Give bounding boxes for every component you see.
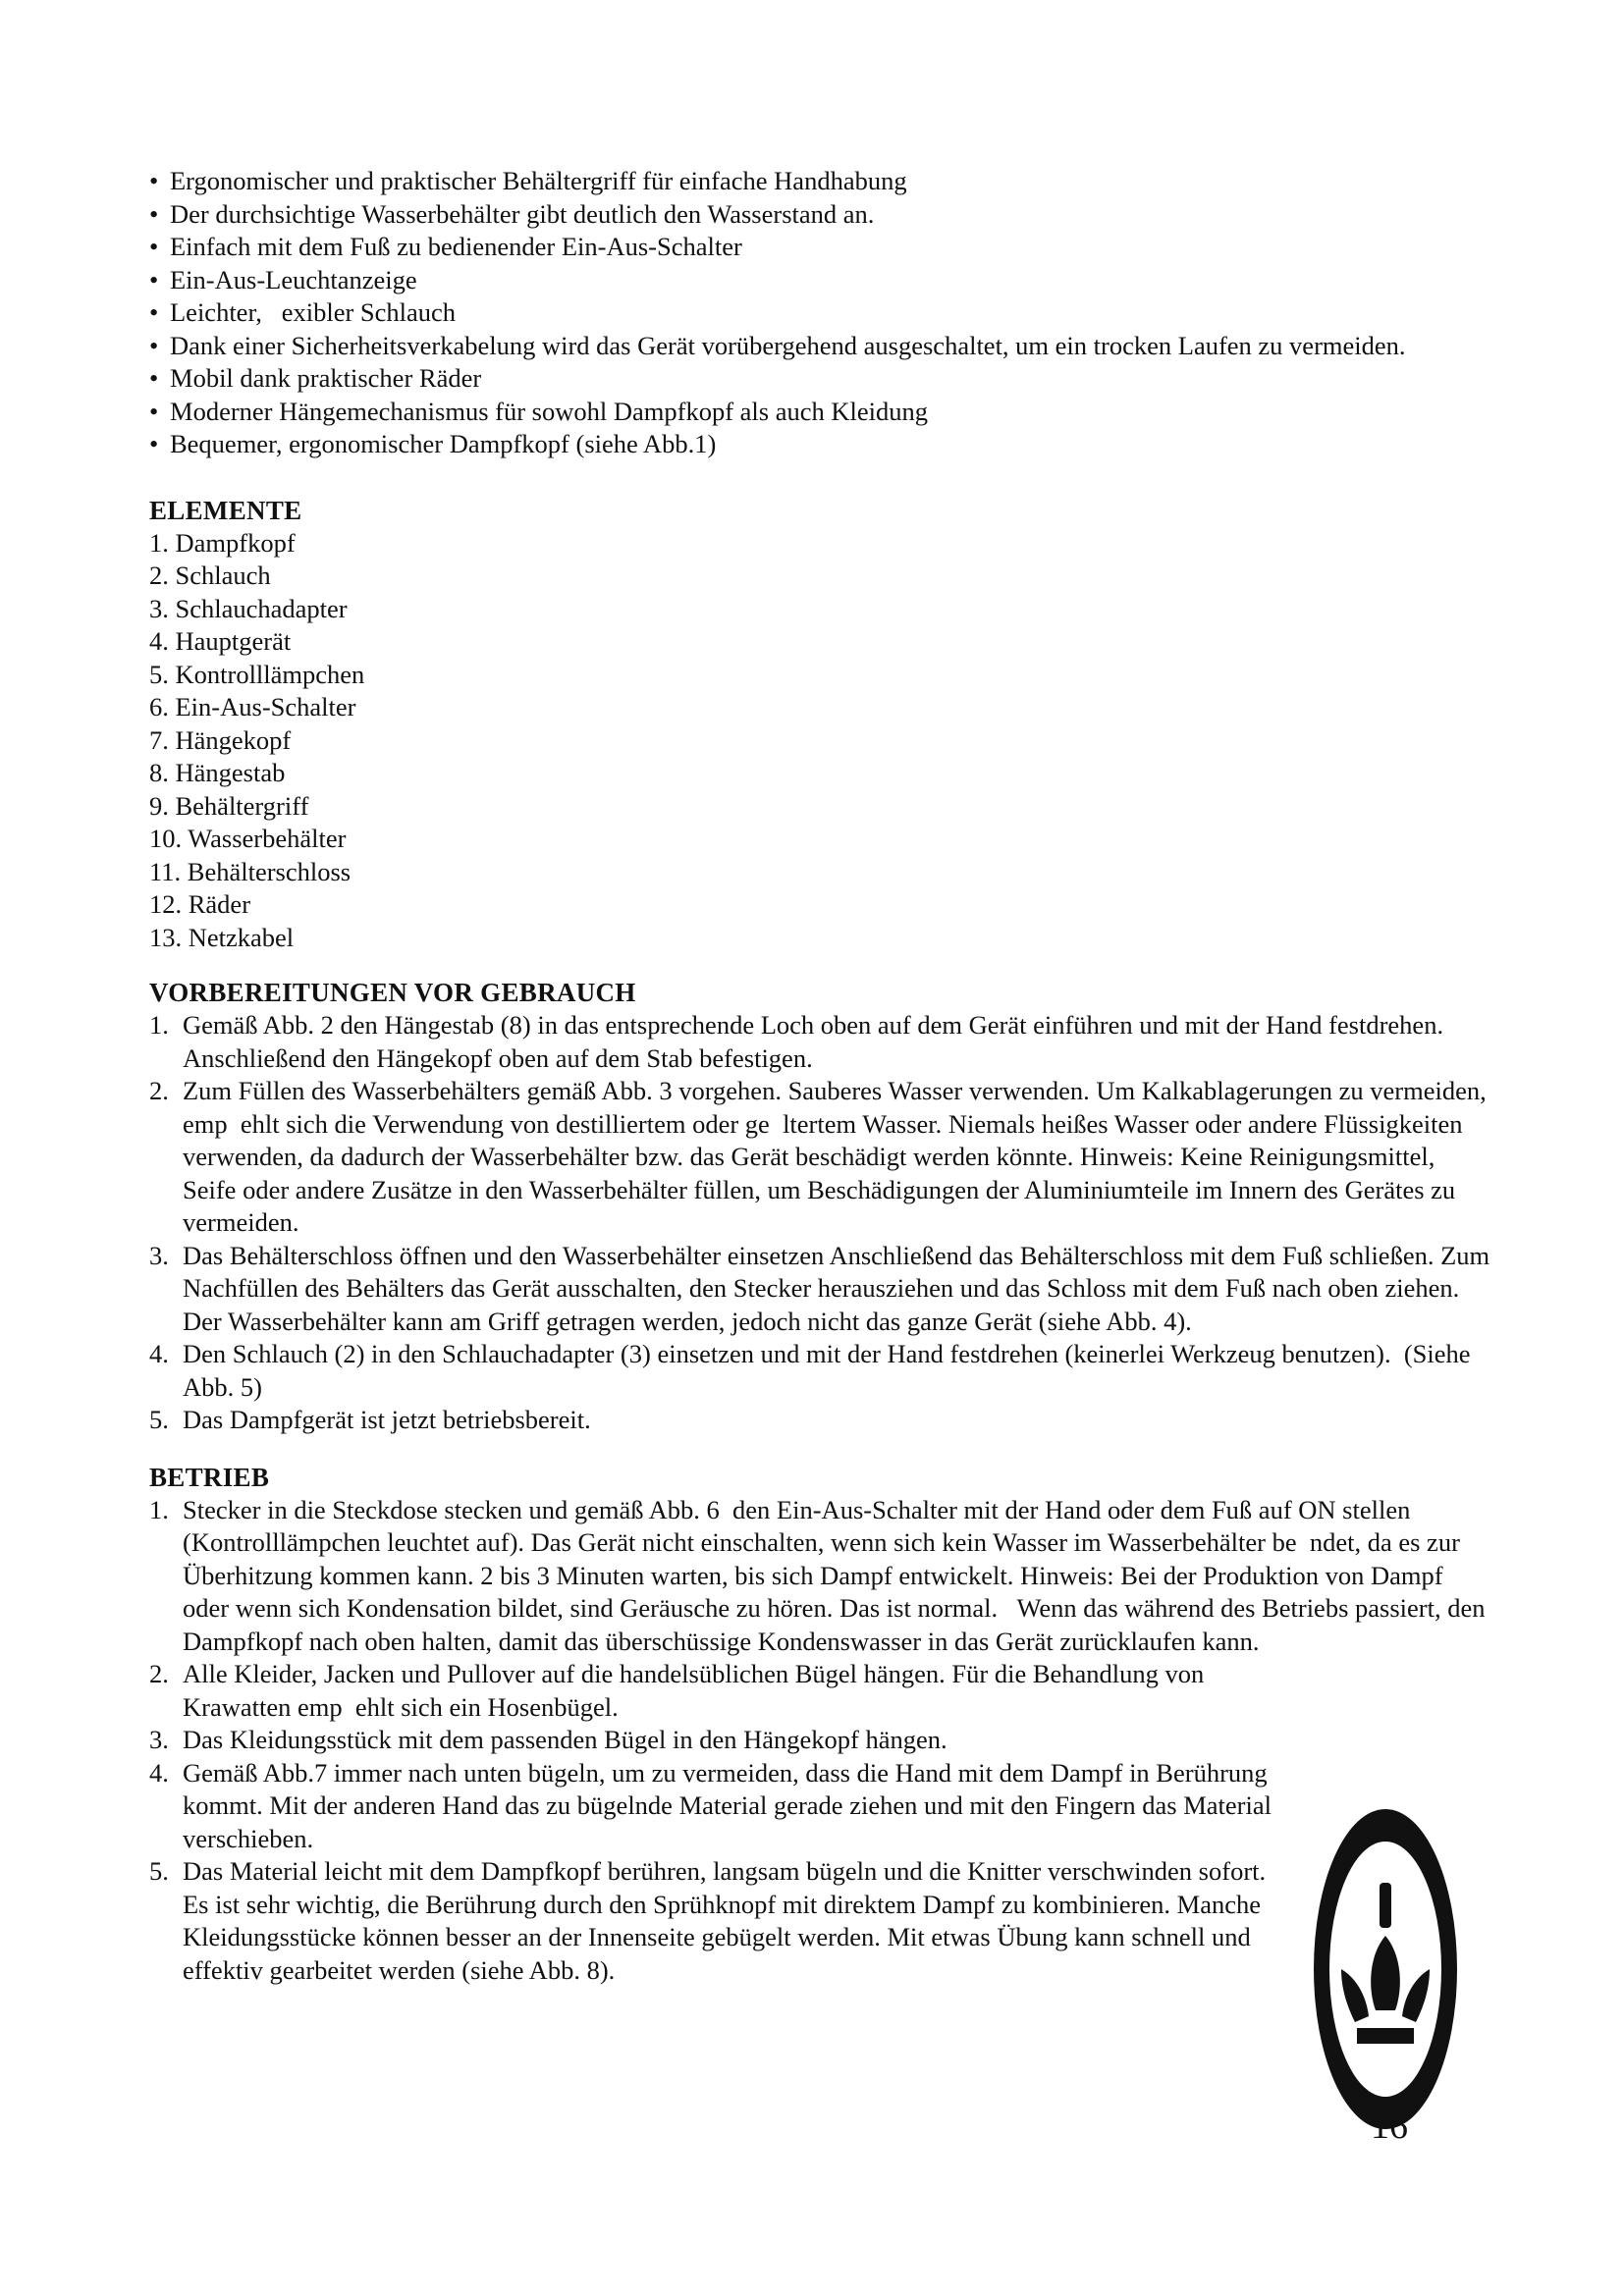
item-number: 4. (149, 1757, 169, 1788)
list-item (149, 1757, 1292, 1856)
feature-item: • Einfach mit dem Fuß zu bedienender Ein-Aus-Schalter (149, 231, 1494, 264)
list-item: 13. Netzkabel (149, 922, 295, 952)
item-number: 2. (149, 1076, 169, 1105)
item-text: Stecker in die Steckdose stecken und gemäß Abb. 6 den Ein-Aus-Schalter mit der Hand oder dem Fuß auf ON stellen (Kontrolllämpchen leuchtet auf). Das Gerät nicht einschalten, wenn sich kein Wasser im Wasserbehälter be ndet, da es zur Überhitzung kommen kann. 2 bis 3 Minuten warten, bis sich Dampf entwickelt. Hinweis: Bei der Produktion von Dampf oder wenn sich Kondensation bildet, sind Geräusche zu hören. Das ist normal. Wenn das während des Betriebs passiert, den Dampfkopf nach oben halten, damit das überschüssige Kondenswasser in das Gerät zurücklaufen kann. (183, 1494, 1492, 1656)
item-text: Gemäß Abb.7 immer nach unten bügeln, um zu vermeiden, dass die Hand mit dem Dampf in Berührung kommt. Mit der anderen Hand das zu bügelnde Material gerade ziehen und mit den Fingern das Material verschieben. (183, 1757, 1272, 1853)
item-text: Den Schlauch (2) in den Schlauchadapter (3) einsetzen und mit der Hand festdrehen (keinerlei Werkzeug benutzen). (Siehe Abb. 5) (183, 1339, 1476, 1402)
list-item (149, 1494, 1494, 1659)
feature-item: • Dank einer Sicherheitsverkabelung wird das Gerät vorübergehend ausgeschaltet, um ein trocken Laufen zu vermeiden. (149, 330, 1494, 363)
item-text: Alle Kleider, Jacken und Pullover auf die handelsüblichen Bügel hängen. Für die Behandlung von Krawatten emp ehlt sich ein Hosenbügel. (183, 1659, 1211, 1722)
item-text: Das Material leicht mit dem Dampfkopf berühren, langsam bügeln und die Knitter verschwinden sofort. Es ist sehr wichtig, die Berührung durch den Sprühknopf mit direktem Dampf zu kombinieren. Manche Kleidungsstücke können besser an der Innenseite gebügelt werden. Mit etwas Übung kann schnell und effektiv gearbeitet werden (siehe Abb. 8). (183, 1856, 1267, 1985)
list-item (149, 1855, 1292, 1987)
list-item (149, 1724, 1292, 1757)
list-item (149, 1240, 1494, 1339)
feature-item: • Der durchsichtige Wasserbehälter gibt deutlich den Wasserstand an. (149, 198, 1494, 232)
item-number: 5. (149, 1405, 169, 1434)
section-heading-vorbereitungen: VORBEREITUNGEN VOR GEBRAUCH (149, 978, 636, 1007)
item-number: 4. (149, 1339, 169, 1368)
item-number: 3. (149, 1240, 169, 1270)
section-heading-elemente: ELEMENTE (149, 495, 302, 525)
list-item: 1. Dampfkopf (149, 527, 296, 558)
steam-mode-icon (1312, 1806, 1459, 2132)
list-item (149, 1009, 1494, 1075)
section-heading-betrieb: BETRIEB (149, 1462, 270, 1492)
list-item: 2. Schlauch (149, 561, 271, 590)
item-text: Zum Füllen des Wasserbehälters gemäß Abb. 3 vorgehen. Sauberes Wasser verwenden. Um Kalkablagerungen zu vermeiden, emp ehlt sich die Verwendung von destilliertem oder ge ltertem Wasser. Niemals heißes Wasser oder andere Flüssigkeiten verwenden, da dadurch der Wasserbehälter bzw. das Gerät beschädigt werden könnte. Hinweis: Keine Reinigungsmittel, Seife oder andere Zusätze in den Wasserbehälter füllen, um Beschädigungen der Aluminiumteile im Innern des Gerätes zu vermeiden. (183, 1076, 1493, 1237)
feature-item: • Bequemer, ergonomischer Dampfkopf (siehe Abb.1) (149, 428, 1494, 461)
item-text: Das Kleidungsstück mit dem passenden Bügel in den Hängekopf hängen. (183, 1725, 947, 1754)
elemente-list (149, 527, 1494, 955)
list-item: 5. Kontrolllämpchen (149, 659, 365, 689)
item-text: Das Dampfgerät ist jetzt betriebsbereit. (183, 1405, 591, 1434)
feature-item: • Leichter, exibler Schlauch (149, 296, 1494, 330)
item-number: 1. (149, 1010, 169, 1040)
list-item: 10. Wasserbehälter (149, 824, 347, 853)
item-number: 5. (149, 1856, 169, 1886)
page-content (149, 165, 1494, 1987)
feature-item: • Ein-Aus-Leuchtanzeige (149, 264, 1494, 297)
betrieb-list (149, 1494, 1494, 1988)
list-item: 12. Räder (149, 889, 251, 919)
list-item (149, 1658, 1292, 1724)
list-item: 9. Behältergriff (149, 790, 309, 821)
feature-item: • Ergonomischer und praktischer Behältergriff für einfache Handhabung (149, 165, 1494, 198)
vorbereitungen-list (149, 1009, 1494, 1437)
list-item (149, 1338, 1494, 1404)
feature-list (149, 165, 1494, 461)
list-item: 11. Behälterschloss (149, 856, 352, 886)
item-number: 1. (149, 1494, 169, 1524)
list-item: 4. Hauptgerät (149, 626, 292, 656)
feature-item: • Moderner Hängemechanismus für sowohl Dampfkopf als auch Kleidung (149, 396, 1494, 429)
feature-item: • Mobil dank praktischer Räder (149, 362, 1494, 396)
list-item (149, 1404, 1494, 1437)
list-item (149, 1075, 1494, 1240)
list-item: 3. Schlauchadapter (149, 593, 348, 623)
item-number: 2. (149, 1659, 169, 1688)
item-text: Gemäß Abb. 2 den Hängestab (8) in das entsprechende Loch oben auf dem Gerät einführen und mit der Hand festdrehen. Anschließend den Hängekopf oben auf dem Stab befestigen. (183, 1010, 1444, 1073)
page-number: 16 (1371, 2106, 1408, 2147)
list-item: 8. Hängestab (149, 758, 286, 787)
item-number: 3. (149, 1725, 169, 1754)
list-item: 6. Ein-Aus-Schalter (149, 692, 356, 721)
list-item: 7. Hängekopf (149, 724, 292, 755)
item-text: Das Behälterschloss öffnen und den Wasserbehälter einsetzen Anschließend das Behälterschloss mit dem Fuß schließen. Zum Nachfüllen des Behälters das Gerät ausschalten, den Stecker herausziehen und das Schloss mit dem Fuß nach oben ziehen. Der Wasserbehälter kann am Griff getragen werden, jedoch nicht das ganze Gerät (siehe Abb. 4). (183, 1240, 1490, 1336)
